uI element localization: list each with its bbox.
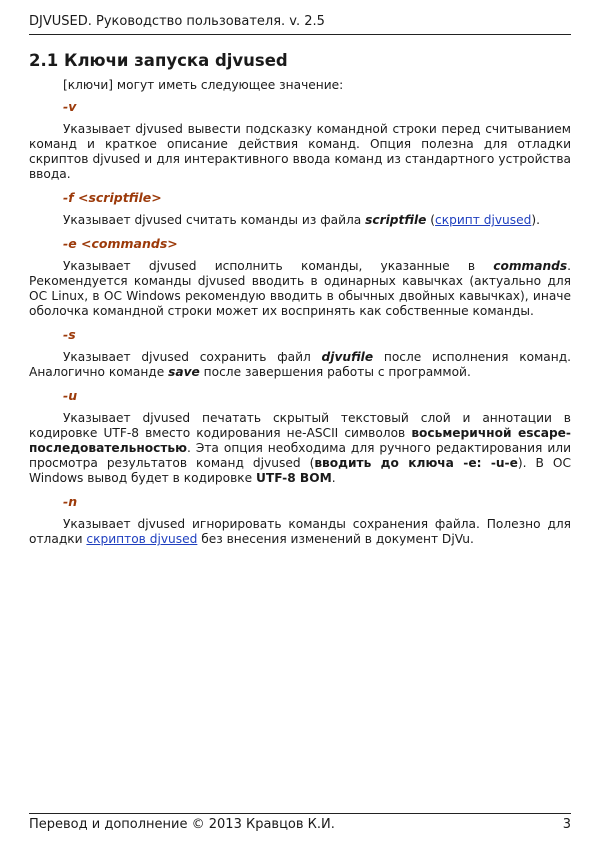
- option-e-description: [29, 259, 571, 319]
- u-e-hint: вводить до ключа -e: -u-e: [314, 456, 518, 470]
- option-v-description: Указывает djvused вывести подсказку командной строки перед считыванием команд и краткое описание действия команд. Опция полезна для отладки скриптов djvused и для интерактивного ввода команд из стандартного устройства ввода.: [29, 122, 571, 181]
- save-term: save: [168, 365, 200, 379]
- djvused-scripts-link[interactable]: скриптов djvused: [86, 532, 198, 546]
- option-f-description: [29, 213, 571, 228]
- page-footer: [29, 817, 571, 832]
- text-run: . Рекомендуется команды djvused вводить в одинарных кавычках (актуально для ОС Linux, в ОС Windows рекомендую вводить в обычных двойных кавычках), иначе оболочка командной строки может их воспринять как собственные команды.: [29, 259, 571, 318]
- text-run: ).: [531, 213, 540, 227]
- option-v-label: -v: [63, 99, 77, 114]
- commands-term: commands: [493, 259, 568, 273]
- option-n-label: -n: [63, 494, 78, 509]
- option-n-description: [29, 517, 571, 547]
- text-run: . Эта опция необходима для ручного редактирования или просмотра результатов команд djvused (: [29, 441, 571, 470]
- utf8-bom-term: UTF-8 BOM: [255, 471, 332, 485]
- text-run: Указывает djvused печатать скрытый текстовый слой и аннотации в кодировке UTF-8 вместо кодирования не-ASCII символов: [29, 411, 571, 440]
- header-divider: [29, 34, 571, 35]
- option-e-label: -e <commands>: [63, 236, 178, 251]
- footer-divider: [29, 813, 571, 814]
- text-run: без внесения изменений в документ DjVu.: [197, 532, 474, 546]
- text-run: Указывает djvused исполнить команды, указанные в: [63, 259, 494, 273]
- document-body: [29, 78, 571, 555]
- text-run: .: [331, 471, 336, 485]
- scriptfile-term: scriptfile: [365, 213, 427, 227]
- text-run: Указывает djvused игнорировать команды сохранения файла. Полезно для отладки: [29, 517, 571, 546]
- option-u-description: [29, 411, 571, 486]
- text-run: после исполнения команд. Аналогично команде: [29, 350, 572, 379]
- text-run: Указывает djvused сохранить файл: [63, 350, 322, 364]
- djvufile-term: djvufile: [321, 350, 374, 364]
- option-f-label: -f <scriptfile>: [63, 190, 162, 205]
- option-s-label: -s: [63, 327, 76, 342]
- text-run: ). В ОС Windows вывод будет в кодировке: [29, 456, 571, 485]
- intro-text: [ключи] могут иметь следующее значение:: [63, 78, 344, 92]
- footer-credit: Перевод и дополнение © 2013 Кравцов К.И.: [29, 817, 335, 832]
- text-run: Указывает djvused считать команды из файла: [63, 213, 366, 227]
- page-header: DJVUSED. Руководство пользователя. v. 2.5: [29, 14, 325, 29]
- option-s-description: [29, 350, 571, 380]
- text-run: после завершения работы с программой.: [199, 365, 471, 379]
- djvused-script-link[interactable]: скрипт djvused: [435, 213, 532, 227]
- section-title: 2.1 Ключи запуска djvused: [29, 51, 288, 70]
- escape-sequence-term: восьмеричной escape-последовательностью: [29, 426, 571, 455]
- text-run: (: [426, 213, 436, 227]
- page-number: 3: [562, 817, 571, 832]
- option-u-label: -u: [63, 388, 78, 403]
